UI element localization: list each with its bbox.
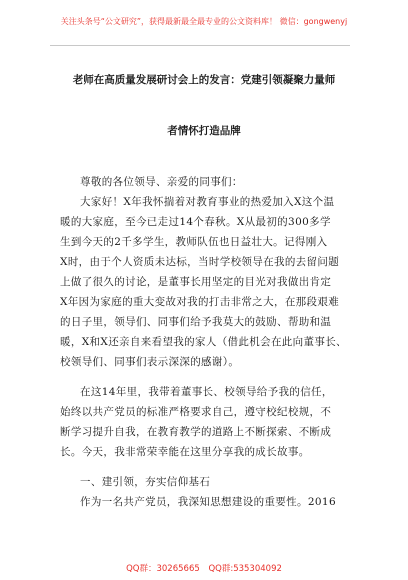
section-heading: 一、建引领，夯实信仰基石 bbox=[80, 476, 211, 488]
document-title-line-2: 者情怀打造品牌 bbox=[167, 125, 241, 137]
salutation: 尊敬的各位领导、亲爱的同事们： bbox=[80, 176, 243, 188]
body-line: 始终以共产党员的标准严格要求自己，遵守校纪校规，不 bbox=[60, 406, 332, 418]
body-line: 的日子里，领导们、同事们给予我莫大的鼓励、帮助和温 bbox=[60, 316, 332, 328]
header-banner: 关注头条号“公文研究”，获得最新最全最专业的公文资料库！ 微信：gongwenyj bbox=[60, 17, 348, 26]
body-line: X年因为家庭的重大变故对我的打击非常之大，在那段艰难 bbox=[60, 296, 340, 308]
body-line: 作为一名共产党员，我深知思想建设的重要性。2016 bbox=[80, 496, 336, 508]
body-line: 在这14年里，我带着董事长、校领导给予我的信任， bbox=[80, 386, 333, 398]
body-line: 上做了很久的讨论，是董事长用坚定的目光对我做出肯定 bbox=[60, 276, 332, 288]
body-line: X时，由于个人资质未达标，当时学校领导在我的去留问题 bbox=[60, 256, 340, 268]
body-line: 暖的大家庭，至今已走过14个春秋。X从最初的300多学 bbox=[60, 216, 331, 228]
footer-contact bbox=[0, 562, 408, 574]
body-line: 长。今天，我非常荣幸能在这里分享我的成长故事。 bbox=[60, 446, 310, 458]
body-line: 大家好！X年我怀揣着对教育事业的热爱加入X这个温 bbox=[80, 196, 335, 208]
header-divider bbox=[50, 45, 350, 46]
body-line: 校领导们、同事们表示深深的感谢）。 bbox=[60, 356, 240, 368]
qq-group-1: QQ群：30265665 bbox=[126, 564, 200, 574]
body-line: 断学习提升自我，在教育教学的道路上不断探索、不断成 bbox=[60, 426, 332, 438]
document-title-line-1: 老师在高质量发展研讨会上的发言：党建引领凝聚力量师 bbox=[72, 74, 336, 86]
qq-group-2: QQ群:535304092 bbox=[208, 564, 282, 574]
body-line: 暖，X和X还亲自来看望我的家人（借此机会在此向董事长、 bbox=[60, 336, 347, 348]
body-line: 生到今天的2千多学生，教师队伍也日益壮大。记得刚入 bbox=[60, 236, 328, 248]
